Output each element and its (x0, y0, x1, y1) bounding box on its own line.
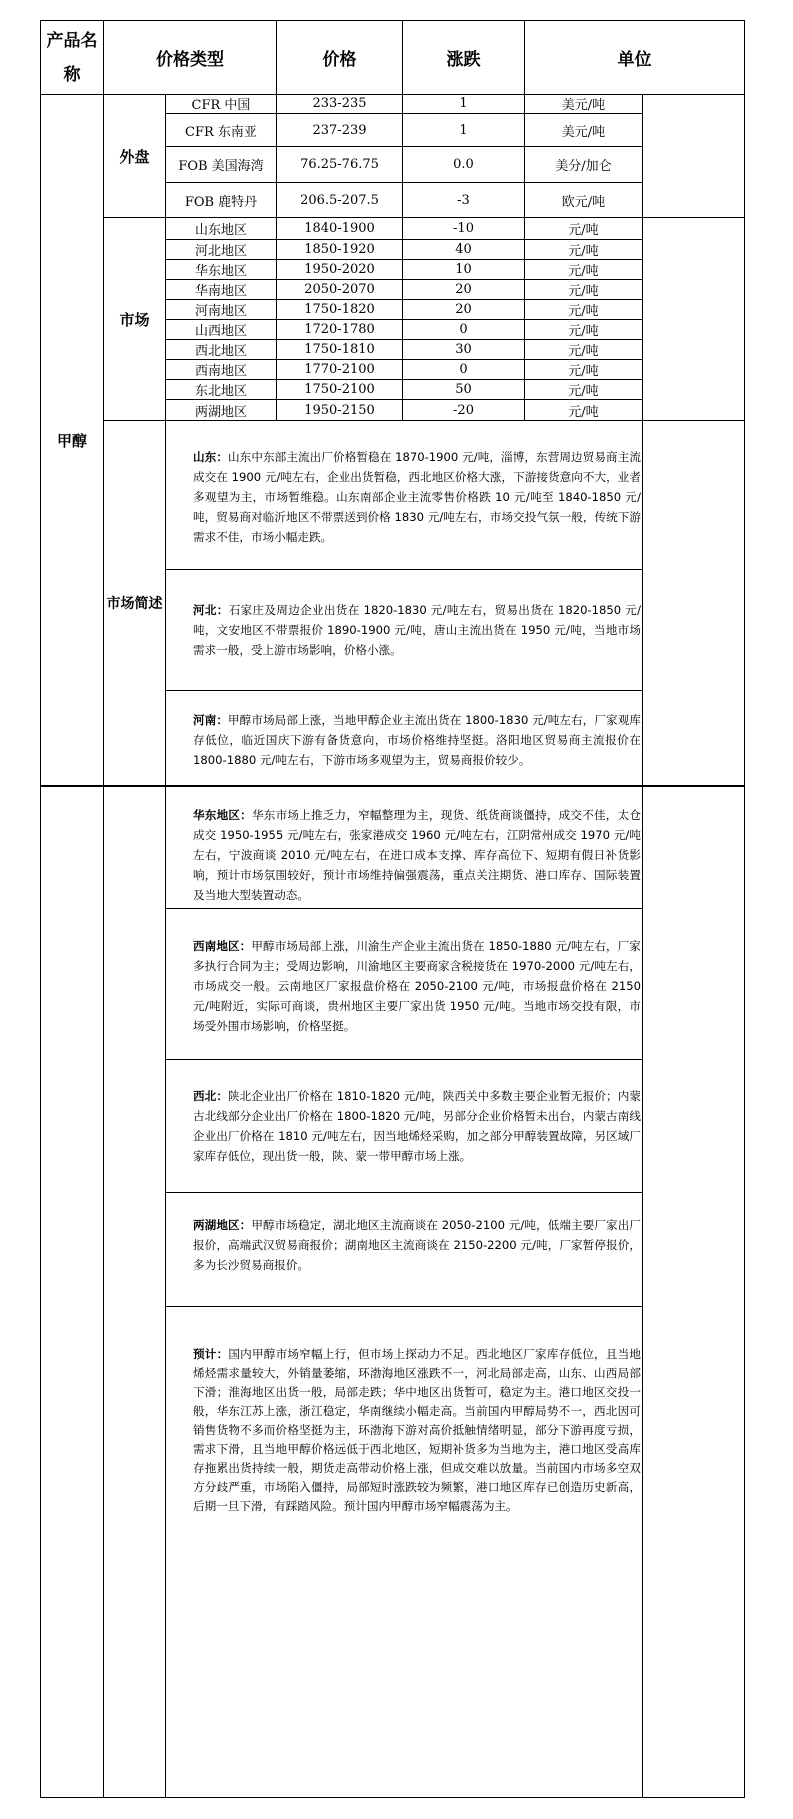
unit-cell: 元/吨 (568, 324, 599, 339)
price-cell: 1750-2100 (304, 382, 375, 397)
price-type-cell: FOB 美国海湾 (178, 159, 264, 174)
unit-cell: 元/吨 (568, 264, 599, 279)
section-market: 市场 (119, 310, 150, 329)
price-type-cell: 山东地区 (194, 223, 247, 238)
unit-cell: 美元/吨 (561, 98, 606, 113)
unit-cell: 元/吨 (568, 223, 599, 238)
change-cell: -3 (457, 192, 470, 208)
price-cell: 237-239 (312, 122, 367, 138)
price-type-cell: 华南地区 (194, 284, 247, 299)
summary-forecast (193, 1345, 641, 1516)
summary-huadong (193, 805, 641, 905)
header-change: 涨跌 (446, 50, 481, 70)
unit-cell: 元/吨 (568, 384, 599, 399)
price-type-cell: 山西地区 (194, 324, 247, 339)
unit-cell: 欧元/吨 (561, 194, 606, 210)
price-cell: 1770-2100 (304, 362, 375, 377)
price-cell: 76.25-76.75 (300, 157, 379, 172)
price-cell: 1750-1820 (304, 302, 375, 317)
price-type-cell: 东北地区 (194, 384, 247, 399)
paragraph-text: 石家庄及周边企业出货在 1820-1830 元/吨左右，贸易出货在 1820-1850 元/吨，文安地区不带票报价 1890-1900 元/吨，唐山主流出货在 1950 元/吨，当地市场需求一般，受上游市场影响，价格小涨。 (193, 603, 641, 657)
paragraph-label: 西南地区： (193, 939, 252, 953)
paragraph-label: 河北： (193, 603, 229, 617)
change-cell: 0.0 (453, 157, 474, 172)
paragraph-text: 华东市场上推乏力，窄幅整理为主，现货、纸货商谈僵持，成交不佳，太仓成交 1950-1955 元/吨左右，张家港成交 1960 元/吨左右，江阴常州成交 1970 元/吨左右，宁波商谈 2010 元/吨左右，在进口成本支撑、库存高位下、短期有假日补货影响，预计市场氛围较好，预计市场维持偏强震荡，重点关注期货、港口库存、国际装置及当地大型装置动态。 (193, 808, 641, 902)
price-cell: 233-235 (312, 96, 367, 111)
product-name: 甲醇 (56, 431, 87, 450)
summary-henan (193, 710, 641, 770)
unit-cell: 元/吨 (568, 404, 599, 420)
header-price-type: 价格类型 (156, 50, 224, 70)
unit-cell: 美元/吨 (561, 124, 606, 140)
price-cell: 1950-2020 (304, 262, 375, 277)
price-type-cell: 河北地区 (194, 244, 247, 259)
section-summary: 市场简述 (106, 596, 163, 612)
summary-lianghu (193, 1215, 641, 1275)
price-type-cell: FOB 鹿特丹 (184, 194, 258, 210)
price-type-cell: 西南地区 (194, 364, 247, 379)
price-type-cell: 西北地区 (194, 344, 247, 359)
summary-hebei (193, 600, 641, 660)
unit-cell: 元/吨 (568, 244, 599, 259)
unit-cell: 元/吨 (568, 284, 599, 299)
price-cell: 1720-1780 (304, 322, 375, 337)
price-type-cell: 华东地区 (194, 264, 247, 279)
change-cell: 30 (455, 342, 472, 357)
change-cell: 0 (459, 322, 468, 337)
unit-cell: 美分/加仑 (555, 159, 612, 174)
unit-cell: 元/吨 (568, 344, 599, 359)
header-unit: 单位 (617, 50, 652, 70)
change-cell: -10 (453, 221, 474, 236)
price-cell: 1950-2150 (304, 402, 375, 418)
change-cell: 40 (455, 242, 472, 257)
paragraph-text: 甲醇市场局部上涨，川渝生产企业主流出货在 1850-1880 元/吨左右，厂家多执行合同为主；受周边影响，川渝地区主要商家含税接货在 1970-2000 元/吨左右，市场成交一般。云南地区厂家报盘价格在 2050-2100 元/吨，市场报盘价格在 2150 元/吨附近，实际可商谈，贵州地区主要厂家出货 1950 元/吨。当地市场交投有限，市场受外围市场影响，价格坚挺。 (193, 939, 641, 1033)
change-cell: -20 (453, 402, 474, 418)
change-cell: 1 (459, 96, 468, 111)
paragraph-label: 山东： (193, 450, 229, 464)
paragraph-text: 甲醇市场局部上涨，当地甲醇企业主流出货在 1800-1830 元/吨左右，厂家观库存低位，临近国庆下游有备货意向，市场价格维持坚挺。洛阳地区贸易商主流报价在 1800-1880 元/吨左右，下游市场多观望为主，贸易商报价较少。 (193, 713, 641, 767)
summary-shandong (193, 447, 641, 547)
change-cell: 20 (455, 282, 472, 297)
paragraph-label: 西北： (193, 1089, 229, 1103)
summary-xinan (193, 936, 641, 1036)
paragraph-label: 华东地区： (193, 808, 252, 822)
paragraph-text: 国内甲醇市场窄幅上行，但市场上探动力不足。西北地区厂家库存低位，且当地烯烃需求量较大，外销量萎缩，环渤海地区涨跌不一，河北局部走高，山东、山西局部下滑；淮海地区出货一般，局部走跌；华中地区出货暂可，稳定为主。港口地区交投一般，华东江苏上涨，浙江稳定，华南继续小幅走高。当前国内甲醇局势不一，西北因可销售货物不多而价格坚挺为主，环渤海下游对高价抵触情绪明显，部分下游再度亏损，需求下滑，且当地甲醇价格远低于西北地区，短期补货多为当地为主，港口地区受高库存拖累出货持续一般，期货走高带动价格上涨，但成交难以放量。当前国内市场多空双方分歧严重，市场陷入僵持，局部短时涨跌较为频繁，港口地区库存已创造历史新高，后期一旦下滑，有踩踏风险。预计国内甲醇市场窄幅震荡为主。 (193, 1347, 641, 1513)
paragraph-text: 陕北企业出厂价格在 1810-1820 元/吨，陕西关中多数主要企业暂无报价；内蒙古北线部分企业出厂价格在 1800-1820 元/吨，另部分企业价格暂未出台，内蒙古南线企业出厂价格在 1810 元/吨左右，因当地烯烃采购，加之部分甲醇装置故障，另区域厂家库存低位，现出货一般，陕、蒙一带甲醇市场上涨。 (193, 1089, 641, 1163)
change-cell: 1 (459, 122, 468, 138)
price-cell: 2050-2070 (304, 282, 375, 297)
change-cell: 0 (459, 362, 468, 377)
change-cell: 10 (455, 262, 472, 277)
unit-cell: 元/吨 (568, 364, 599, 379)
price-cell: 1850-1920 (304, 242, 375, 257)
header-price: 价格 (322, 50, 357, 70)
unit-cell: 元/吨 (568, 304, 599, 319)
paragraph-text: 山东中东部主流出厂价格暂稳在 1870-1900 元/吨，淄博，东营周边贸易商主流成交在 1900 元/吨左右，企业出货暂稳，西北地区价格大涨，下游接货意向不大，业者多观望为主，市场暂维稳。山东南部企业主流零售价格跌 10 元/吨至 1840-1850 元/吨，贸易商对临沂地区不带票送到价格 1830 元/吨左右，市场交投气氛一般，传统下游需求不佳，市场小幅走跌。 (193, 450, 641, 544)
change-cell: 50 (455, 382, 472, 397)
price-type-cell: CFR 东南亚 (185, 124, 257, 140)
header-product: 产品名称 (46, 30, 98, 85)
summary-xibei (193, 1086, 641, 1166)
price-cell: 1750-1810 (304, 342, 375, 357)
price-type-cell: 两湖地区 (194, 404, 247, 420)
change-cell: 20 (455, 302, 472, 317)
paragraph-label: 河南： (193, 713, 229, 727)
section-foreign: 外盘 (119, 147, 150, 166)
paragraph-label: 预计： (193, 1347, 229, 1361)
price-cell: 206.5-207.5 (300, 192, 379, 208)
price-cell: 1840-1900 (304, 221, 375, 236)
price-type-cell: CFR 中国 (191, 98, 251, 113)
price-type-cell: 河南地区 (194, 304, 247, 319)
paragraph-text: 甲醇市场稳定，湖北地区主流商谈在 2050-2100 元/吨，低端主要厂家出厂报价，高端武汉贸易商报价；湖南地区主流商谈在 2150-2200 元/吨，厂家暂停报价，多为长沙贸易商报价。 (193, 1218, 641, 1272)
paragraph-label: 两湖地区： (193, 1218, 252, 1232)
